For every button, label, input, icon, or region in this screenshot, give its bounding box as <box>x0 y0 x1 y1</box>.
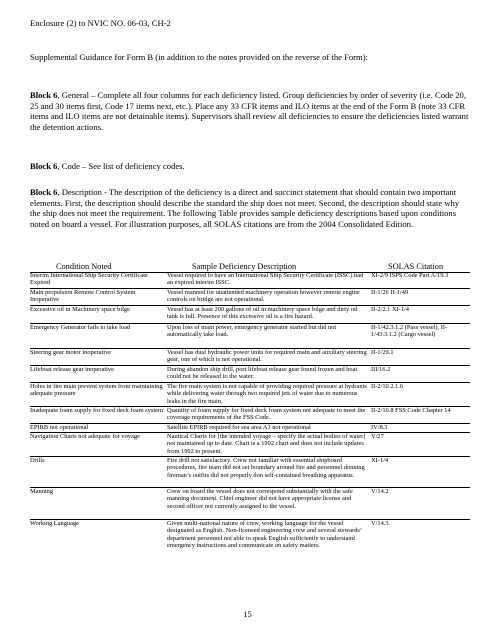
citation-cell: III/16.2 <box>371 366 391 373</box>
table-row <box>30 457 470 488</box>
condition-cell: Drills <box>30 457 45 464</box>
citation-cell: II-2/2.1 XI-1/4 <box>371 306 409 313</box>
citation-cell: II-2/10.8 FSS Code Chapter 14 <box>371 407 451 414</box>
block-general-paragraph <box>30 90 470 133</box>
header-description: Sample Deficiency Description <box>192 262 297 271</box>
table-row <box>30 407 470 424</box>
citation-cell: II-2/10.2.1.6 <box>371 383 404 390</box>
description-cell: Vessel has at least 200 gallons of oil in machinery space bilge and dirty oil tank is full. Presence of this excessive oil is a fire hazard. <box>167 306 358 321</box>
description-cell: Nautical Charts for [the intended voyage – specify the actual bodies of water] not maintained up to date. Chart is a 1992 chart and does not include updates from 1992 to present. <box>167 433 366 455</box>
description-cell: Vessel has dual hydraulic power units for required main and auxiliary steering gear, one of which is not operational. <box>167 349 367 364</box>
citation-cell: V/27 <box>371 433 384 440</box>
condition-cell: Holes in fire main prevent system from maintaining adequate pressure <box>30 383 163 398</box>
table-row <box>30 488 470 520</box>
header-condition: Condition Noted <box>56 262 112 271</box>
description-cell: Given multi-national nature of crew, working language for the vessel designated as English. Non-licensed engineering crew and several stewards’ department personnel not able to speak English sufficiently to understand emergency instructions and communicate on safety matters. <box>167 520 362 550</box>
condition-cell: Interim International Ship Security Certificate Expired <box>30 272 148 287</box>
block-general-text: , General – Complete all four columns for each deficiency listed. Group deficiencies by order of severity (i.e. Code 20, 25 and 30 items first, Code 17 items next, etc.). Place any 33 CFR items and ILO items at the end of the Form B (note 33 CFR items and ILO items are not detainable items). Supervisors shall review all deficiencies to ensure the deficiencies listed warrant the detention actions. <box>30 90 469 133</box>
block-description-label: Block 6 <box>30 187 58 197</box>
block-general-label: Block 6 <box>30 90 58 100</box>
table-row <box>30 272 470 289</box>
page-number: 15 <box>243 609 252 619</box>
condition-cell: Emergency Generator fails to take load <box>30 324 131 331</box>
condition-cell: Navigation Charts not adequate for voyage <box>30 433 140 440</box>
table-header <box>30 262 470 272</box>
condition-cell: Steering gear motor inoperative <box>30 349 112 356</box>
description-cell: Vessel required to have an International Ship Security Certificate (ISSC) had an expired interim ISSC. <box>167 272 364 287</box>
block-description-text: , Description - The description of the deficiency is a direct and succinct statement that should contain two important elements. First, the description should describe the standard the ship does not meet. Second, the description should state why the ship does not meet the requirement. The following Table provides sample deficiency descriptions based upon conditions noted on board a vessel. For illustration purposes, all SOLAS citations are from the 2004 Consolidated Edition. <box>30 187 460 230</box>
description-cell: Quantity of foam supply for fixed deck foam system not adequate to meet the coverage requirements of the FSS Code. <box>167 407 366 422</box>
description-cell: Crew on board the vessel does not correspond substantially with the safe manning document. Chief engineer did not have appropriate license and second officer not currently assigned to the vessel. <box>167 488 353 510</box>
citation-cell: XI-1/4 <box>371 457 389 464</box>
description-cell: Satellite EPIRB required for sea area A1 not operational <box>167 424 311 431</box>
block-description-paragraph <box>30 187 470 230</box>
citation-cell: IV/8.3 <box>371 424 388 431</box>
citation-cell: II-1/42.3.1.2 (Pass vessel), II-1/43.3.1.2 (Cargo vessel) <box>371 324 448 339</box>
table-row <box>30 520 470 551</box>
table-row <box>30 349 470 366</box>
document-header: Enclosure (2) to NVIC NO. 06-03, CH-2 <box>30 18 171 28</box>
description-cell: The fire main system is not capable of providing required pressure at hydrants while delivering water through two required jets of water due to numerous leaks in the fire main. <box>167 383 367 405</box>
table-row <box>30 324 470 349</box>
table-row <box>30 366 470 383</box>
citation-cell: V/14.3 <box>371 520 389 527</box>
condition-cell: Main propulsion Remote Control System Inoperative <box>30 289 136 304</box>
condition-cell: Manning <box>30 488 54 495</box>
citation-cell: XI-2/9 ISPS Code Part A/19.3 <box>371 272 449 279</box>
condition-cell: Inadequate foam supply for fixed deck foam system <box>30 407 163 414</box>
table-row <box>30 306 470 324</box>
header-citation: SOLAS Citation <box>388 262 444 271</box>
citation-cell: II-1/29.1 <box>371 349 394 356</box>
description-cell: Vessel manned for unattended machinery operation however remote engine controls on bridge are not operational. <box>167 289 360 304</box>
condition-cell: EPIRB not operational <box>30 424 89 431</box>
table-row <box>30 383 470 407</box>
condition-cell: Working Language <box>30 520 79 527</box>
table-row <box>30 433 470 457</box>
block-code-label: Block 6 <box>30 161 58 171</box>
description-cell: During abandon ship drill, port lifeboat release gear found frozen and boat could not be released to the water. <box>167 366 358 381</box>
condition-cell: Lifeboat release gear inoperative <box>30 366 114 373</box>
description-cell: Fire drill not satisfactory. Crew not familiar with essential shipboard procedures, fire team did not set boundary around fire and personnel donning fireman’s outfits did not properly don self-contained breathing apparatus. <box>167 457 365 479</box>
intro-paragraph: Supplemental Guidance for Form B (in addition to the notes provided on the reverse of the Form): <box>30 52 368 62</box>
block-code-paragraph <box>30 161 470 172</box>
table-row <box>30 289 470 306</box>
deficiency-table <box>30 272 470 551</box>
table-row <box>30 424 470 433</box>
citation-cell: V/14.2 <box>371 488 389 495</box>
block-code-text: , Code – See list of deficiency codes. <box>57 161 185 171</box>
citation-cell: II-1/26 II-1/49 <box>371 289 409 296</box>
condition-cell: Excessive oil in Machinery space bilge <box>30 306 130 313</box>
description-cell: Upon loss of main power, emergency generator started but did not automatically take load. <box>167 324 337 339</box>
